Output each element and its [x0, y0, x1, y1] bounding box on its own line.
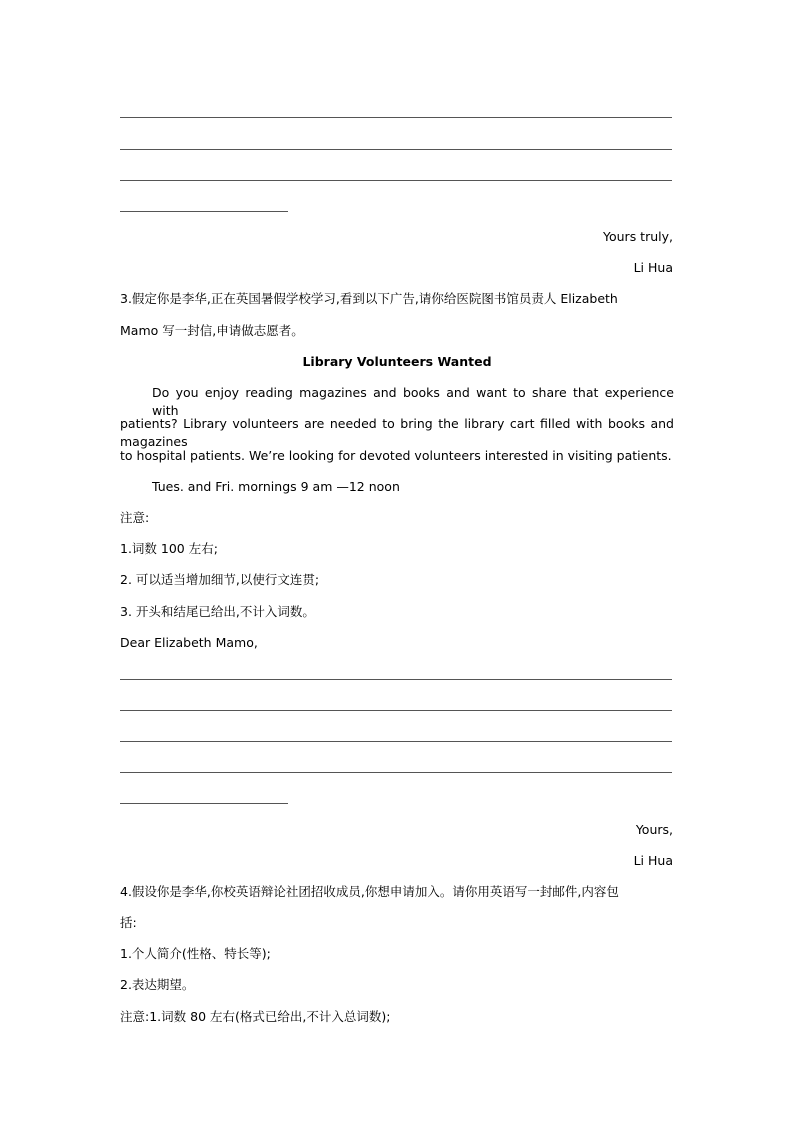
- letter-closing: Yours,: [635, 822, 673, 837]
- ad-time: Tues. and Fri. mornings 9 am —12 noon: [152, 479, 400, 494]
- note-item: 1.词数 100 左右;: [120, 541, 218, 556]
- ad-text-line: patients? Library volunteers are needed to bring the library cart filled with books and magazines: [120, 416, 674, 449]
- question-3-prompt: 3.假定你是李华,正在英国暑假学校学习,看到以下广告,请你给医院图书馆员责人 Elizabeth: [120, 291, 618, 306]
- answer-line[interactable]: [120, 117, 672, 118]
- letter-closing: Yours truly,: [603, 229, 673, 244]
- answer-line[interactable]: [120, 149, 672, 150]
- note-item: 3. 开头和结尾已给出,不计入词数。: [120, 604, 315, 619]
- ad-title: Library Volunteers Wanted: [302, 354, 492, 369]
- notes-heading: 注意:: [120, 510, 150, 525]
- question-4-prompt: 4.假设你是李华,你校英语辩论社团招收成员,你想申请加入。请你用英语写一封邮件,内容包: [120, 884, 619, 899]
- letter-signature: Li Hua: [633, 260, 673, 275]
- ad-text-line: Do you enjoy reading magazines and books and want to share that experience with: [152, 385, 674, 418]
- answer-line[interactable]: [120, 180, 672, 181]
- requirement-item: 1.个人简介(性格、特长等);: [120, 946, 271, 961]
- answer-line[interactable]: [120, 679, 672, 680]
- letter-salutation: Dear Elizabeth Mamo,: [120, 635, 258, 650]
- question-3-prompt-cont: Mamo 写一封信,申请做志愿者。: [120, 323, 304, 338]
- note-item: 2. 可以适当增加细节,以使行文连贯;: [120, 572, 320, 587]
- answer-line[interactable]: [120, 741, 672, 742]
- answer-line[interactable]: [120, 710, 672, 711]
- answer-line[interactable]: [120, 772, 672, 773]
- letter-signature: Li Hua: [633, 853, 673, 868]
- requirement-item: 2.表达期望。: [120, 977, 195, 992]
- answer-line-short[interactable]: [120, 211, 288, 212]
- question-4-prompt-cont: 括:: [120, 915, 137, 930]
- ad-text-line: to hospital patients. We’re looking for devoted volunteers interested in visiting patients.: [120, 448, 672, 463]
- notes-line: 注意:1.词数 80 左右(格式已给出,不计入总词数);: [120, 1009, 391, 1024]
- answer-line-short[interactable]: [120, 803, 288, 804]
